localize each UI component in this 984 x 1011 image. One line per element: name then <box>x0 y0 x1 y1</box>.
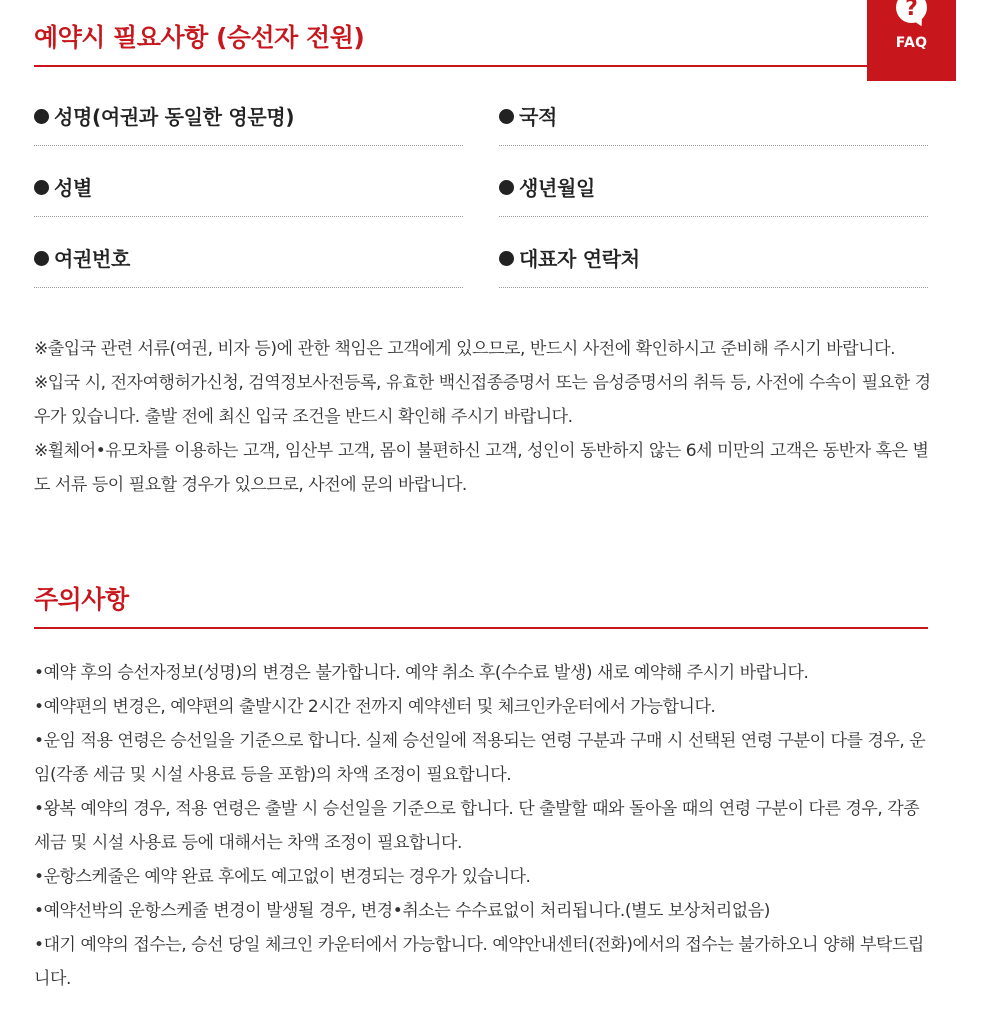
cautions-title: 주의사항 <box>34 585 129 614</box>
field-english-name <box>34 101 463 146</box>
caution-item: •예약편의 변경은, 예약편의 출발시간 2시간 전까지 예약센터 및 체크인카운터에서 가능합니다. <box>34 697 716 717</box>
field-label: 여권번호 <box>34 243 130 272</box>
caution-item: •예약 후의 승선자정보(성명)의 변경은 불가합니다. 예약 취소 후(수수료 발생) 새로 예약해 주시기 바랍니다. <box>34 663 809 683</box>
field-label: 성명(여권과 동일한 영문명) <box>34 101 294 130</box>
question-bubble-icon: ? <box>896 0 927 23</box>
bullet-dot-icon <box>34 251 49 266</box>
field-label: 대표자 연락처 <box>499 243 640 272</box>
bullet-dot-icon <box>34 109 49 124</box>
faq-label: FAQ <box>895 35 928 51</box>
bullet-dot-icon <box>34 180 49 195</box>
note-entry-procedures: ※입국 시, 전자여행허가신청, 검역정보사전등록, 유효한 백신접종증명서 또는 음성증명서의 취득 등, 사전에 수속이 필요한 경우가 있습니다. 출발 전에 최신 입국 조건을 반드시 확인해 주시기 바랍니다. <box>34 373 931 427</box>
field-label: 생년월일 <box>499 172 595 201</box>
faq-button[interactable] <box>867 0 956 81</box>
caution-item: •대기 예약의 접수는, 승선 당일 체크인 카운터에서 가능합니다. 예약안내센터(전화)에서의 접수는 불가하오니 양해 부탁드립니다. <box>34 935 924 989</box>
field-nationality <box>499 101 928 146</box>
caution-item: •운임 적용 연령은 승선일을 기준으로 합니다. 실제 승선일에 적용되는 연령 구분과 구매 시 선택된 연령 구분이 다를 경우, 운임(각종 세금 및 시설 사용료 등을 포함)의 차액 조정이 필요합니다. <box>34 731 926 785</box>
field-label: 성별 <box>34 172 92 201</box>
requirements-title: 예약시 필요사항 (승선자 전원) <box>34 23 365 52</box>
field-birthdate <box>499 172 928 217</box>
cautions-list <box>34 656 934 996</box>
bullet-dot-icon <box>499 251 514 266</box>
caution-item: •예약선박의 운항스케줄 변경이 발생될 경우, 변경•취소는 수수료없이 처리됩니다.(별도 보상처리없음) <box>34 901 770 921</box>
field-passport-number <box>34 243 463 288</box>
cautions-title-divider <box>34 627 928 629</box>
bullet-dot-icon <box>499 109 514 124</box>
note-documents: ※출입국 관련 서류(여권, 비자 등)에 관한 책임은 고객에게 있으므로, 반드시 사전에 확인하시고 준비해 주시기 바랍니다. <box>34 339 896 359</box>
requirements-notes <box>34 332 934 502</box>
caution-item: •왕복 예약의 경우, 적용 연령은 출발 시 승선일을 기준으로 합니다. 단 출발할 때와 돌아올 때의 연령 구분이 다른 경우, 각종 세금 및 시설 사용료 등에 대해서는 차액 조정이 필요합니다. <box>34 799 920 853</box>
field-label: 국적 <box>499 101 557 130</box>
field-gender <box>34 172 463 217</box>
note-special-assistance: ※휠체어•유모차를 이용하는 고객, 임산부 고객, 몸이 불편하신 고객, 성인이 동반하지 않는 6세 미만의 고객은 동반자 혹은 별도 서류 등이 필요할 경우가 있으므로, 사전에 문의 바랍니다. <box>34 441 929 495</box>
requirements-title-divider <box>34 65 867 67</box>
field-representative-contact <box>499 243 928 288</box>
bullet-dot-icon <box>499 180 514 195</box>
caution-item: •운항스케줄은 예약 완료 후에도 예고없이 변경되는 경우가 있습니다. <box>34 867 531 887</box>
